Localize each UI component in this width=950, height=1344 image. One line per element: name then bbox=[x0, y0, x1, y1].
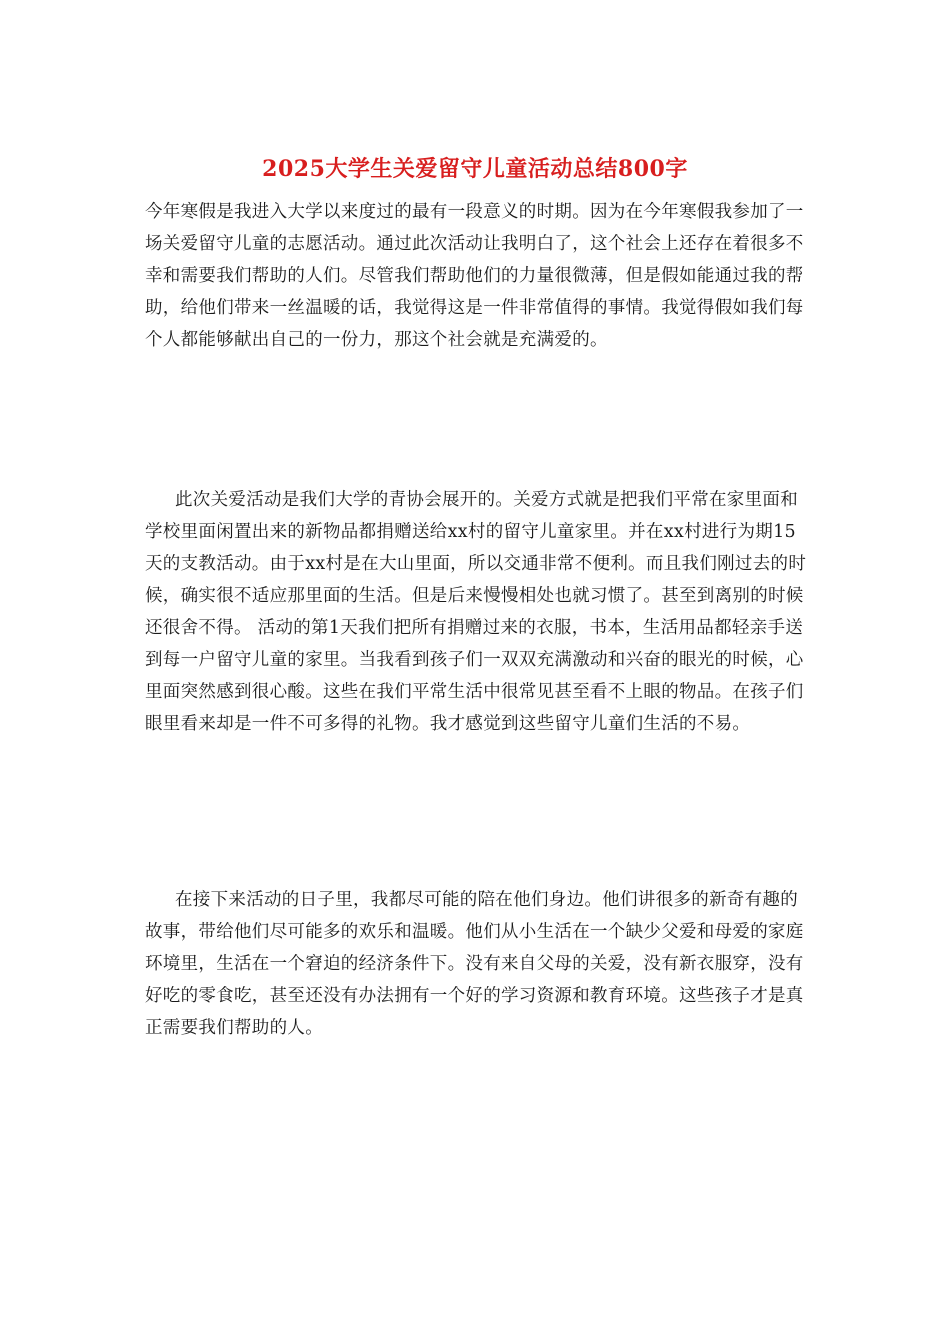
paragraph-3: 在接下来活动的日子里，我都尽可能的陪在他们身边。他们讲很多的新奇有趣的故事，带给他们尽可能多的欢乐和温暖。他们从小生活在一个缺少父爱和母爱的家庭环境里，生活在一个窘迫的经济条件下。没有来自父母的关爱，没有新衣服穿，没有好吃的零食吃，甚至还没有办法拥有一个好的学习资源和教育环境。这些孩子才是真正需要我们帮助的人。 bbox=[145, 890, 804, 1038]
paragraph-2: 此次关爱活动是我们大学的青协会展开的。关爱方式就是把我们平常在家里面和学校里面闲置出来的新物品都捐赠送给xx村的留守儿童家里。并在xx村进行为期15天的支教活动。由于xx村是在大山里面，所以交通非常不便利。而且我们刚过去的时候，确实很不适应那里面的生活。但是后来慢慢相处也就习惯了。甚至到离别的时候还很舍不得。 活动的第1天我们把所有捐赠过来的衣服，书本，生活用品都轻亲手送到每一户留守儿童的家里。当我看到孩子们一双双充满激动和兴奋的眼光的时候，心里面突然感到很心酸。这些在我们平常生活中很常见甚至看不上眼的物品。在孩子们眼里看来却是一件不可多得的礼物。我才感觉到这些留守儿童们生活的不易。 bbox=[145, 490, 807, 734]
paragraph-1: 今年寒假是我进入大学以来度过的最有一段意义的时期。因为在今年寒假我参加了一场关爱留守儿童的志愿活动。通过此次活动让我明白了，这个社会上还存在着很多不幸和需要我们帮助的人们。尽管我们帮助他们的力量很微薄，但是假如能通过我的帮助，给他们带来一丝温暖的话，我觉得这是一件非常值得的事情。我觉得假如我们每个人都能够献出自己的一份力，那这个社会就是充满爱的。 bbox=[145, 202, 804, 350]
document-title: 2025大学生关爱留守儿童活动总结800字 bbox=[262, 156, 688, 182]
